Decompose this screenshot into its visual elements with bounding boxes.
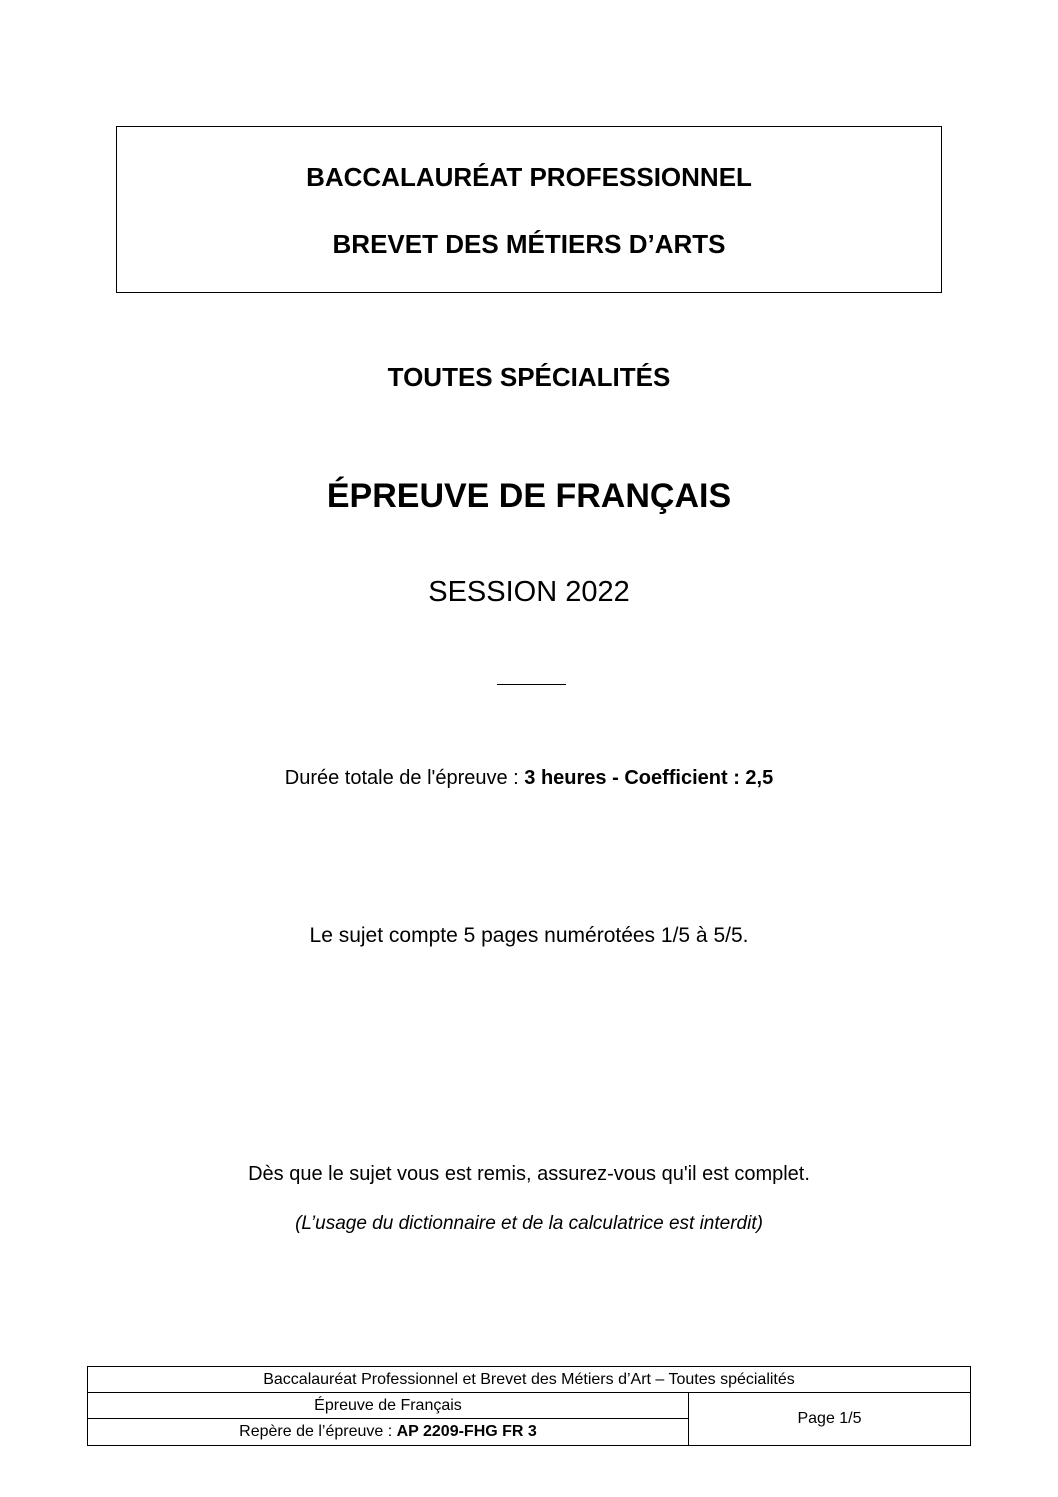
session-label: SESSION 2022 [428,576,630,608]
specialites-heading: TOUTES SPÉCIALITÉS [387,362,671,392]
exam-title: ÉPREUVE DE FRANÇAIS [326,477,732,515]
usage-note: (L’usage du dictionnaire et de la calculatrice est interdit) [295,1213,763,1234]
duration-value: 3 heures - Coefficient : 2,5 [524,767,774,789]
pages-note: Le sujet compte 5 pages numérotées 1/5 à 5/5. [309,924,749,947]
header-line-2: BREVET DES MÉTIERS D’ARTS [332,229,726,259]
footer-table [87,1366,971,1446]
complete-note: Dès que le sujet vous est remis, assurez-vous qu'il est complet. [248,1163,810,1185]
footer-repere-value: AP 2209-FHG FR 3 [396,1423,537,1440]
duration-line [0,765,1058,791]
divider [497,684,566,685]
footer-page-number: Page 1/5 [797,1410,862,1427]
header-line-1: BACCALAURÉAT PROFESSIONNEL [306,162,752,192]
footer-repere [88,1419,689,1445]
header-box [116,126,942,293]
footer-title: Baccalauréat Professionnel et Brevet des Métiers d’Art – Toutes spécialités [88,1367,970,1393]
duration-label: Durée totale de l'épreuve : [284,767,525,789]
footer-epreuve: Épreuve de Français [88,1393,689,1419]
footer-repere-label: Repère de l’épreuve : [239,1423,397,1440]
